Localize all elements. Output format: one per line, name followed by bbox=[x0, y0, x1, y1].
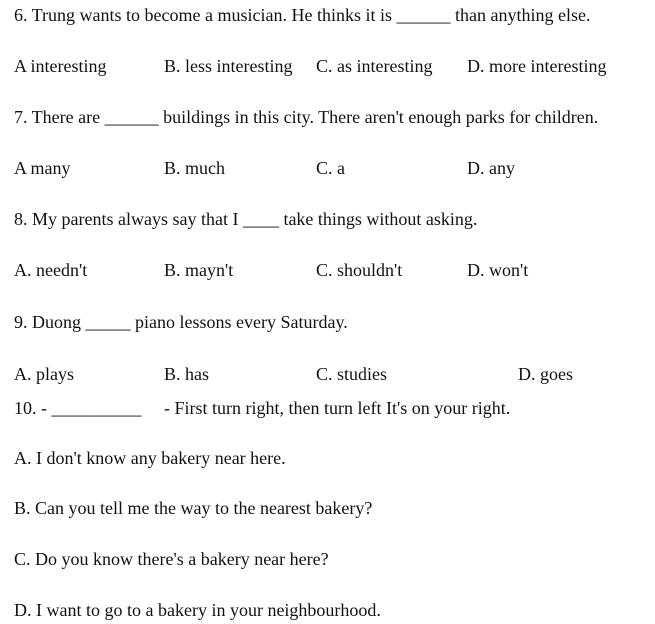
question-8-option-d[interactable]: D. won't bbox=[467, 260, 529, 280]
question-7-option-b[interactable]: B. much bbox=[164, 158, 225, 178]
question-9-option-a[interactable]: A. plays bbox=[14, 364, 74, 384]
question-6-option-c[interactable]: C. as interesting bbox=[316, 56, 433, 76]
question-6-stem: 6. Trung wants to become a musician. He thinks it is ______ than anything else. bbox=[14, 5, 591, 25]
question-9-option-c[interactable]: C. studies bbox=[316, 364, 388, 384]
question-10-stem-prefix: 10. - __________ bbox=[14, 398, 142, 418]
question-8-option-c[interactable]: C. shouldn't bbox=[316, 260, 403, 280]
question-9-option-b[interactable]: B. has bbox=[164, 364, 209, 384]
question-10-stem-suffix: - First turn right, then turn left It's on your right. bbox=[164, 398, 511, 418]
question-7-option-c[interactable]: C. a bbox=[316, 158, 345, 178]
question-6-option-b[interactable]: B. less interesting bbox=[164, 56, 293, 76]
question-7-option-a[interactable]: A many bbox=[14, 158, 71, 178]
question-10-option-d[interactable]: D. I want to go to a bakery in your neighbourhood. bbox=[14, 600, 381, 620]
question-7-option-d[interactable]: D. any bbox=[467, 158, 515, 178]
question-10-option-c[interactable]: C. Do you know there's a bakery near here? bbox=[14, 549, 329, 569]
question-9-option-d[interactable]: D. goes bbox=[518, 364, 573, 384]
question-6-option-a[interactable]: A interesting bbox=[14, 56, 107, 76]
question-9-stem: 9. Duong _____ piano lessons every Saturday. bbox=[14, 312, 348, 332]
question-6-option-d[interactable]: D. more interesting bbox=[467, 56, 607, 76]
question-7-stem: 7. There are ______ buildings in this city. There aren't enough parks for children. bbox=[14, 107, 599, 127]
question-8-option-a[interactable]: A. needn't bbox=[14, 260, 88, 280]
question-10-option-a[interactable]: A. I don't know any bakery near here. bbox=[14, 448, 286, 468]
question-10-option-b[interactable]: B. Can you tell me the way to the nearest bakery? bbox=[14, 498, 373, 518]
question-8-stem: 8. My parents always say that I ____ take things without asking. bbox=[14, 209, 478, 229]
question-8-option-b[interactable]: B. mayn't bbox=[164, 260, 234, 280]
